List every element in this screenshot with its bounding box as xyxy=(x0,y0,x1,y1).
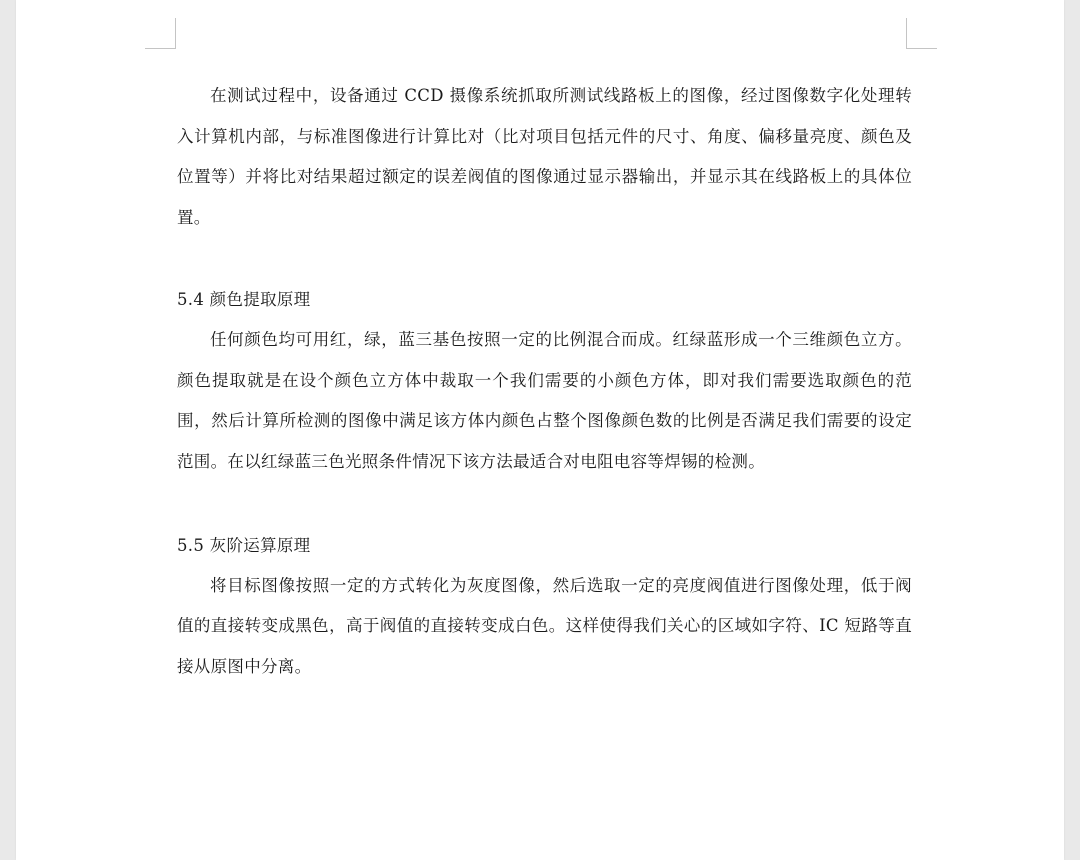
section-5-5-paragraph: 将目标图像按照一定的方式转化为灰度图像，然后选取一定的亮度阀值进行图像处理，低于阀值的直接转变成黑色，高于阀值的直接转变成白色。这样使得我们关心的区域如字符、IC 短路等直接从原图中分离。 xyxy=(177,575,912,677)
crop-mark-top-right xyxy=(906,18,937,49)
section-spacer xyxy=(177,483,912,526)
section-spacer xyxy=(177,239,912,280)
section-heading-5-5: 5.5 灰阶运算原理 xyxy=(177,535,311,555)
section-5-4-paragraph: 任何颜色均可用红，绿，蓝三基色按照一定的比例混合而成。红绿蓝形成一个三维颜色立方。颜色提取就是在设个颜色立方体中裁取一个我们需要的小颜色方体，即对我们需要选取颜色的范围，然后计算所检测的图像中满足该方体内颜色占整个图像颜色数的比例是否满足我们需要的设定范围。在以红绿蓝三色光照条件情况下该方法最适合对电阻电容等焊锡的检测。 xyxy=(177,329,912,471)
crop-mark-top-left xyxy=(145,18,176,49)
intro-paragraph: 在测试过程中，设备通过 CCD 摄像系统抓取所测试线路板上的图像，经过图像数字化处理转入计算机内部，与标准图像进行计算比对（比对项目包括元件的尺寸、角度、偏移量亮度、颜色及位置等）并将比对结果超过额定的误差阀值的图像通过显示器输出，并显示其在线路板上的具体位置。 xyxy=(177,86,912,228)
document-body xyxy=(177,76,912,688)
section-heading-5-4: 5.4 颜色提取原理 xyxy=(177,289,311,309)
document-page xyxy=(16,0,1064,860)
